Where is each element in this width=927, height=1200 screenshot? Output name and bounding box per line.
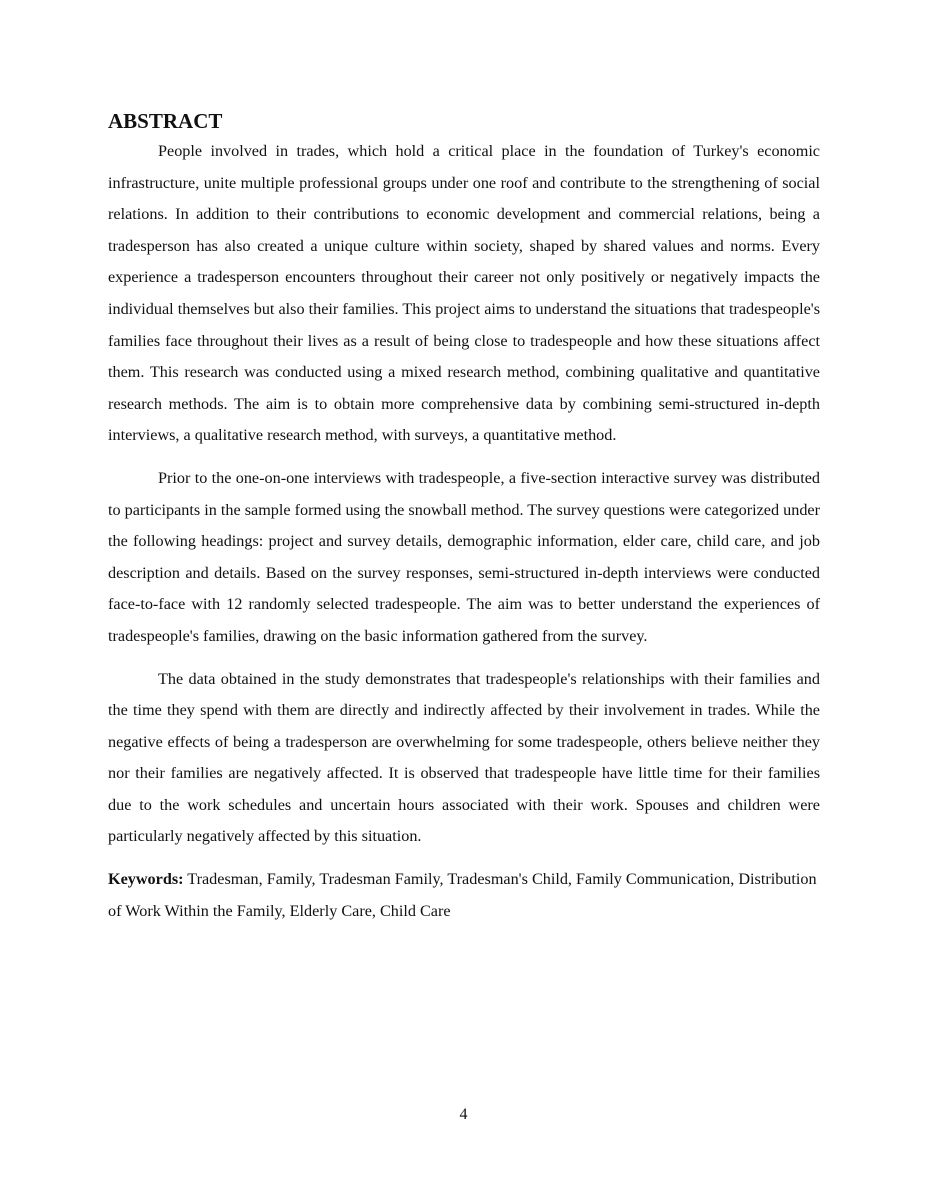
abstract-paragraph-2: Prior to the one-on-one interviews with tradespeople, a five-section interactive survey was distributed to participants in the sample formed using the snowball method. The survey questions were categorized under the following headings: project and survey details, demographic information, elder care, child care, and job description and details. Based on the survey responses, semi-structured in-depth interviews were conducted face-to-face with 12 randomly selected tradespeople. The aim was to better understand the experiences of tradespeople's families, drawing on the basic information gathered from the survey.	[108, 468, 820, 645]
keywords-list: Tradesman, Family, Tradesman Family, Tradesman's Child, Family Communication, Distribution of Work Within the Family, Elderly Care, Child Care	[108, 870, 817, 920]
keywords-line	[108, 864, 820, 927]
abstract-paragraph-3: The data obtained in the study demonstrates that tradespeople's relationships with their families and the time they spend with them are directly and indirectly affected by their involvement in trades. While the negative effects of being a tradesperson are overwhelming for some tradespeople, others believe neither they nor their families are negatively affected. It is observed that tradespeople have little time for their families due to the work schedules and uncertain hours associated with their work. Spouses and children were particularly negatively affected by this situation.	[108, 669, 820, 846]
keywords-label: Keywords:	[108, 870, 184, 889]
page-number: 4	[459, 1106, 468, 1123]
page-content	[108, 106, 820, 927]
abstract-heading: ABSTRACT	[108, 109, 223, 133]
abstract-paragraph-1: People involved in trades, which hold a critical place in the foundation of Turkey's economic infrastructure, unite multiple professional groups under one roof and contribute to the strengthening of social relations. In addition to their contributions to economic development and commercial relations, being a tradesperson has also created a unique culture within society, shaped by shared values and norms. Every experience a tradesperson encounters throughout their career not only positively or negatively impacts the individual themselves but also their families. This project aims to understand the situations that tradespeople's families face throughout their lives as a result of being close to tradespeople and how these situations affect them. This research was conducted using a mixed research method, combining qualitative and quantitative research methods. The aim is to obtain more comprehensive data by combining semi-structured in-depth interviews, a qualitative research method, with surveys, a quantitative method.	[108, 142, 820, 445]
